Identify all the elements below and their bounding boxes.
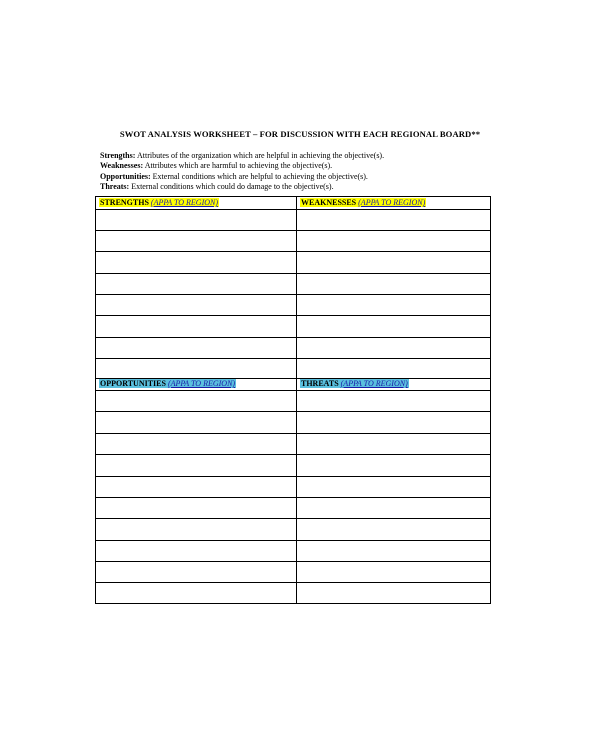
definition-text: External conditions which are helpful to achieving the objective(s).: [152, 171, 368, 181]
worksheet-title: SWOT ANALYSIS WORKSHEET – FOR DISCUSSION WITH EACH REGIONAL BOARD**: [119, 129, 481, 139]
row-line: [96, 209, 490, 210]
header-label: THREATS: [301, 379, 339, 388]
header-highlight: [99, 198, 219, 207]
definition-term: Threats:: [100, 181, 130, 191]
row-line: [96, 358, 490, 359]
definition-opportunities: [100, 172, 520, 182]
row-line: [96, 476, 490, 477]
header-threats: [300, 379, 409, 389]
header-subtitle: (APPA TO REGION): [150, 198, 219, 207]
row-line: [96, 390, 490, 391]
header-strengths: [99, 198, 219, 208]
definition-text: External conditions which could do damage to the objective(s).: [131, 181, 334, 191]
row-line: [96, 294, 490, 295]
row-line: [96, 230, 490, 231]
definition-weaknesses: [100, 161, 520, 171]
definition-strengths: [100, 151, 520, 161]
row-line: [96, 497, 490, 498]
header-weaknesses: [300, 198, 426, 208]
definition-text: Attributes which are harmful to achieving the objective(s).: [144, 161, 333, 171]
definition-term: Strengths:: [100, 151, 136, 160]
row-line: [96, 337, 490, 338]
definitions-list: [100, 151, 520, 192]
row-line: [96, 433, 490, 434]
header-opportunities: [99, 379, 236, 389]
header-subtitle: (APPA TO REGION): [167, 379, 236, 388]
header-subtitle: (APPA TO REGION): [358, 198, 426, 207]
row-line: [96, 273, 490, 274]
header-highlight: [99, 379, 236, 388]
row-line: [96, 315, 490, 316]
row-line: [96, 251, 490, 252]
row-line: [96, 411, 490, 412]
definition-term: Weaknesses:: [100, 161, 144, 171]
row-line: [96, 518, 490, 519]
header-label: OPPORTUNITIES: [100, 379, 166, 388]
header-label: STRENGTHS: [100, 198, 149, 207]
header-subtitle: (APPA TO REGION): [340, 379, 408, 388]
swot-table: [95, 196, 491, 604]
row-line: [96, 454, 490, 455]
row-line: [96, 582, 490, 583]
definition-term: Opportunities:: [100, 171, 151, 181]
row-line: [96, 561, 490, 562]
row-line: [96, 540, 490, 541]
definition-text: Attributes of the organization which are helpful in achieving the objective(s).: [136, 151, 385, 160]
header-label: WEAKNESSES: [301, 198, 357, 207]
header-highlight: [300, 198, 426, 207]
column-divider: [296, 197, 297, 603]
header-highlight: [300, 379, 409, 388]
definition-threats: [100, 182, 520, 192]
